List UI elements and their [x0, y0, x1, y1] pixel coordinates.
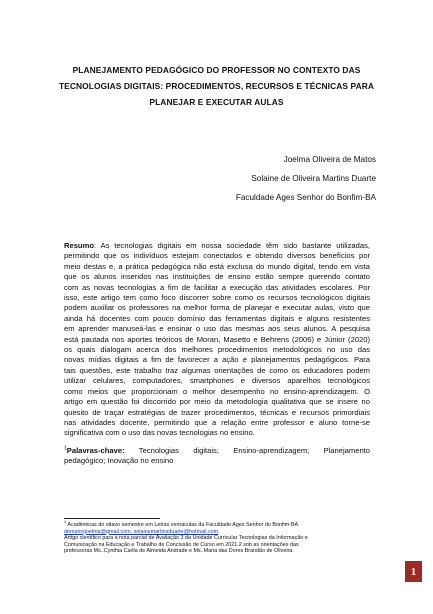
page-number-badge: 1 [405, 561, 422, 582]
abstract-line: novas mídias digitais a fim de favorecer a ação e planejamentos pedagógicos. Para [64, 355, 370, 365]
abstract-line: tais questões, este trabalho traz algumas orientações de como os educadores podem [64, 365, 370, 375]
abstract-last-line: significativa com o uso das novas tecnologias no ensino. [64, 428, 255, 438]
keywords-label: Palavras-chave: [66, 446, 125, 455]
abstract-line: nas atividades docente, permitindo que a relação entre professor e aluno torne-se [64, 417, 370, 427]
footnote-line: $^1$ Acadêmicas do oitavo semestre em Letras vernáculas da Faculdade Ages Senhor do Bonfim-BA [64, 519, 299, 528]
footnote-line: Artigo científico para a nota parcial de Avaliação 3 da Unidade Curricular Tecnologias da Informação e [64, 535, 308, 542]
abstract-line: que os alunos inseridos nas instituições de ensino estão sempre querendo contato [64, 272, 370, 282]
title-line-1: PLANEJAMENTO PEDAGÓGICO DO PROFESSOR NO CONTEXTO DAS [72, 65, 361, 75]
keywords [64, 446, 370, 467]
footnote-divider [64, 518, 160, 519]
abstract-line: como meios que proporcionam o melhor desempenho no ensino-aprendizagem. O [64, 386, 370, 396]
title-line-3: PLANEJAR E EXECUTAR AULAS [149, 97, 284, 107]
abstract-line: meio destas e, a prática pedagógica não está exclusa do mundo digital, tendo em vista [64, 261, 370, 271]
abstract-line: utilizar celulares, computadores, smartphones e diversos aparelhos tecnológicos [64, 376, 370, 386]
author-affiliation: Faculdade Ages Senhor do Bonfim-BA [235, 193, 376, 202]
abstract-line: podem auxiliar os professores na melhor forma de planejar e executar aulas, visto que [64, 303, 370, 313]
title-line-2: TECNOLOGIAS DIGITAIS: PROCEDIMENTOS, RECURSOS E TÉCNICAS PARA [58, 81, 375, 91]
abstract-line: Resumo: As tecnologias digitais em nossa sociedade têm sido bastante utilizadas, [64, 241, 370, 250]
footnotes [64, 519, 374, 555]
abstract-line: com as novas tecnologias a fim de facilitar a execução das atividades escolares. Por [64, 282, 370, 292]
author-name: Joelma Oliveira de Matos [283, 155, 376, 164]
author-emails-link[interactable]: dematosjoelma@gmail.com, solainemartinsduarte@hotmail.com [64, 528, 219, 535]
abstract-line: isso, este artigo tem como foco discorrer sobre como os recursos tecnológicos digitais [64, 293, 370, 303]
abstract-line: em aprender manuseá-las e ensinar o uso das mesmas aos seus alunos. A pesquisa [64, 324, 370, 334]
abstract-line: ainda há docentes com pouco domínio das ferramentas digitais e alguns resistentes [64, 313, 370, 323]
author-name: Solaine de Oliveira Martins Duarte [251, 174, 376, 183]
abstract-label: Resumo [64, 241, 94, 250]
paper-title [40, 62, 393, 110]
keywords-line: pedagógico; Inovação no ensino [64, 456, 174, 466]
abstract-line: está pautada nos aportes teóricos de Moran, Masetto e Behrens (2006) e Júnior (2020) [64, 334, 370, 344]
abstract-line: quesito de traçar estratégias de trazer procedimentos, técnicas e recursos primordiais [64, 407, 370, 417]
abstract-line: permitindo que os indivíduos estejam conectados e obtendo diversos benefícios por [64, 251, 370, 261]
footnote-marker: 1 [64, 445, 67, 452]
author-block [236, 150, 376, 207]
footnote-line: Comunicação na Educação e Trabalho de Conclusão de Curso em 2021.2 sob as orientações das [64, 541, 299, 548]
abstract [64, 241, 370, 439]
keywords-line: $^1$Palavras-chave: Tecnologias digitais; Ensino-aprendizagem; Planejamento [64, 445, 370, 455]
abstract-line: artigo em questão foi discorrido por meio da metodologia qualitativa que se insere no [64, 397, 370, 407]
footnote-line: professoras Ms..Cynthia Carlla de Almeida Andrade e Ms..Maria das Dores Brandão de Oliveira. [64, 548, 294, 555]
abstract-line: os quais dialogam acerca dos melhores procedimentos metodológicos no uso das [64, 345, 370, 355]
